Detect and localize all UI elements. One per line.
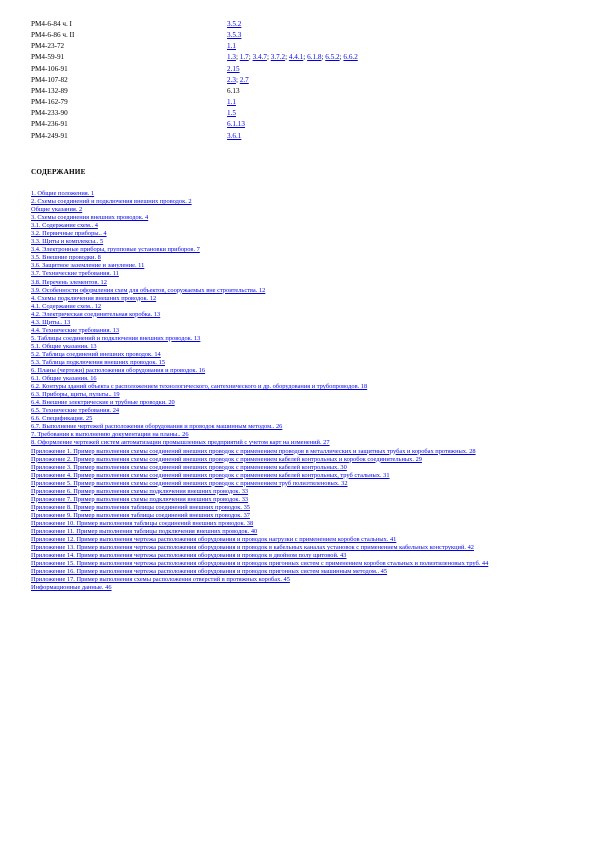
toc-link[interactable]: Приложение 11. Пример выполнения таблицы подключения внешних проводок. 40 (31, 527, 258, 535)
section-number: 6.13 (227, 86, 240, 95)
section-link[interactable]: 1.1 (227, 42, 236, 51)
toc-link[interactable]: Приложение 12. Пример выполнения чертежа расположения оборудования и проводок нагрузки с применением коробов стальных. 41 (31, 536, 397, 544)
reference-row (31, 52, 571, 63)
section-link[interactable]: 6.6.2 (343, 53, 358, 62)
reference-document: РМ4-162-79 (31, 98, 68, 107)
toc-link[interactable]: 6.3. Приборы, щиты, пульты.. 19 (31, 391, 120, 399)
toc-link[interactable]: 3.6. Защитное заземление и зануление. 11 (31, 262, 145, 270)
section-link[interactable]: 1.5 (227, 109, 236, 118)
reference-document: РМ4-59-91 (31, 53, 65, 62)
reference-sections (227, 131, 571, 142)
toc-link[interactable]: 6.7. Выполнение чертежей расположения оборудования и проводок машинным методом.. 26 (31, 423, 283, 431)
toc-link[interactable]: Приложение 6. Пример выполнения схемы подключения внешних проводок. 33 (31, 487, 249, 495)
reference-sections (227, 97, 571, 108)
toc-link[interactable]: 3.5. Внешние проводки. 8 (31, 254, 101, 262)
section-link[interactable]: 4.4.1 (288, 53, 304, 62)
toc-link[interactable]: 6.4. Внешние электрические и трубные проводки. 20 (31, 399, 175, 407)
section-link[interactable]: 6.1.8 (307, 53, 322, 62)
toc-link[interactable]: Приложение 10. Пример выполнения таблицы соединений внешних проводок. 38 (31, 519, 254, 527)
toc-link[interactable]: 5.2. Таблица соединений внешних проводок. 14 (31, 350, 161, 358)
section-link[interactable]: 3.6.1 (227, 131, 242, 140)
reference-row (31, 119, 571, 130)
toc-link[interactable]: 5.1. Общие указания. 13 (31, 342, 97, 350)
toc-link[interactable]: Приложение 8. Пример выполнения таблицы соединений внешних проводок. 35 (31, 503, 250, 511)
reference-document: РМ4-107-82 (31, 75, 68, 84)
toc-link[interactable]: 7. Требования к выполнению документации на планы.. 26 (31, 431, 189, 439)
toc-link[interactable]: 4. Схемы подключения внешних проводок. 12 (31, 294, 157, 302)
reference-sections: 1.3; 1.7; 3.4.7; 3.7.2; 4.4.1; 6.1.8; 6.5.2; 6.6.2 (227, 53, 358, 62)
reference-row (31, 64, 571, 75)
table-of-contents (31, 190, 563, 592)
reference-row (31, 75, 571, 86)
section-link[interactable]: 6.5.2 (325, 53, 340, 62)
reference-document: РМ4-6-84 ч. I (31, 20, 72, 28)
toc-link[interactable]: Приложение 4. Пример выполнения схемы соединений внешних проводок с применением кабелей контрольных, труб стальных. 31 (31, 471, 390, 479)
section-link[interactable]: 3.5.3 (227, 31, 242, 40)
reference-document: РМ4-6-86 ч. II (31, 31, 75, 40)
toc-link[interactable]: Приложение 13. Пример выполнения чертежа расположения оборудования и проводок в кабельных каналах установок с применением кабельных конструкций. 42 (31, 544, 474, 552)
section-link[interactable]: 3.7.2 (270, 53, 286, 62)
toc-link[interactable]: Приложение 1. Пример выполнения схемы соединений внешних проводок с применением проводов в металлических и защитных трубах и коробах протяжных. 28 (31, 447, 476, 455)
toc-link[interactable]: Приложение 5. Пример выполнения схемы соединений внешних проводок с применением труб полиэтиленовых. 32 (31, 479, 348, 487)
reference-sections (227, 19, 571, 30)
reference-document: РМ4-249-91 (31, 131, 68, 140)
section-link[interactable]: 2.3 (227, 75, 236, 84)
section-link[interactable]: 3.5.2 (227, 20, 242, 28)
reference-row (31, 19, 571, 30)
section-link[interactable]: 3.4.7 (252, 53, 267, 62)
toc-link[interactable]: Приложение 9. Пример выполнения таблицы соединений внешних проводок. 37 (31, 511, 250, 519)
section-link[interactable]: 1.3 (227, 53, 236, 62)
reference-sections (227, 108, 571, 119)
reference-row (31, 108, 571, 119)
toc-link[interactable]: 4.3. Щиты.. 13 (31, 318, 71, 326)
reference-row (31, 41, 571, 52)
reference-row (31, 30, 571, 41)
toc-link[interactable]: 5.3. Таблица подключения внешних проводок. 15 (31, 358, 166, 366)
reference-row (31, 86, 571, 97)
reference-row (31, 131, 571, 142)
toc-link[interactable]: 3.2. Первичные приборы.. 4 (31, 230, 107, 238)
toc-link[interactable]: 6.5. Технические требования. 24 (31, 407, 120, 415)
toc-link[interactable]: Приложение 7. Пример выполнения схемы подключения внешних проводок. 33 (31, 495, 249, 503)
section-link[interactable]: 6.1.13 (227, 120, 245, 129)
toc-link[interactable]: 4.1. Содержание схем.. 12 (31, 302, 102, 310)
toc-link[interactable]: Приложение 15. Пример выполнения чертежа расположения оборудования и проводок пригонных систем с применением коробов стальных и полиэтиленовых труб. 44 (31, 560, 489, 568)
toc-link[interactable]: 2. Схемы соединений и подключения внешних проводок. 2 (31, 198, 192, 206)
section-link[interactable]: 2.15 (227, 64, 240, 73)
reference-document: РМ4-132-89 (31, 86, 68, 95)
toc-link[interactable]: 6.1. Общие указания. 16 (31, 375, 97, 383)
reference-row (31, 97, 571, 108)
reference-sections: 2.3; 2.7 (227, 75, 249, 84)
toc-link[interactable]: 5. Таблицы соединений и подключения внешних проводок. 13 (31, 334, 201, 342)
toc-link[interactable]: Приложение 16. Пример выполнения чертежа расположения оборудования и проводок пригонных систем машинным методом.. 45 (31, 568, 388, 576)
toc-link[interactable]: 6.6. Спецификация. 25 (31, 415, 93, 423)
toc-link[interactable]: 8. Оформление чертежей систем автоматизации промышленных предприятий с учетом карт на изменений. 27 (31, 439, 330, 447)
reference-sections (227, 41, 571, 52)
toc-link[interactable]: Приложение 2. Пример выполнения схемы соединений внешних проводок с применением кабелей контрольных и коробок соединительных. 29 (31, 455, 422, 463)
toc-link[interactable]: 3.1. Содержание схем.. 4 (31, 222, 98, 230)
reference-sections (227, 30, 571, 41)
reference-document: РМ4-106-91 (31, 64, 68, 73)
section-link[interactable]: 1.7 (239, 53, 249, 62)
reference-document: РМ4-23-72 (31, 42, 65, 51)
section-link[interactable]: 1.1 (227, 98, 236, 107)
toc-link[interactable]: Информационные данные. 46 (31, 584, 112, 592)
toc-link[interactable]: 4.2. Электрическая соединительная коробка. 13 (31, 310, 161, 318)
toc-link[interactable]: 3. Схемы соединения внешних проводок. 4 (31, 214, 149, 222)
toc-link[interactable]: 3.4. Электронные приборы, групповые установки приборов. 7 (31, 246, 200, 254)
reference-sections (227, 86, 571, 97)
toc-link[interactable]: 3.7. Технические требования. 11 (31, 270, 119, 278)
reference-document: РМ4-236-91 (31, 120, 68, 129)
toc-link[interactable]: Приложение 14. Пример выполнения чертежа расположения оборудования и проводок в двойном полу щитовой. 43 (31, 552, 347, 560)
references-table (31, 19, 571, 142)
reference-sections (227, 119, 571, 130)
toc-heading: СОДЕРЖАНИЕ (31, 168, 86, 176)
toc-link[interactable]: Общие указания. 2 (31, 206, 83, 214)
toc-link[interactable]: 3.8. Перечень элементов. 12 (31, 278, 107, 286)
toc-link[interactable]: 1. Общие положения. 1 (31, 190, 95, 197)
toc-link[interactable]: 3.3. Щиты и комплексы.. 5 (31, 238, 104, 246)
reference-document: РМ4-233-90 (31, 109, 68, 118)
toc-link[interactable]: 6. Планы (чертежи) расположения оборудования и проводок. 16 (31, 367, 206, 375)
toc-link[interactable]: 3.9. Особенности оформления схем для объектов, сооружаемых вне строительства. 12 (31, 286, 266, 294)
reference-sections (227, 64, 571, 75)
toc-link[interactable]: 4.4. Технические требования. 13 (31, 326, 120, 334)
toc-link[interactable]: Приложение 3. Пример выполнения схемы соединений внешних проводок с применением кабелей контрольных. 30 (31, 463, 347, 471)
toc-link[interactable]: Приложение 17. Пример выполнения схемы расположения отверстий в протяжных коробах. 45 (31, 576, 290, 584)
toc-link[interactable]: 6.2. Контуры зданий объекта с расположением технологического, сантехнического и др. оборудования и трубопроводов. 18 (31, 383, 368, 391)
section-link[interactable]: 2.7 (239, 75, 249, 84)
